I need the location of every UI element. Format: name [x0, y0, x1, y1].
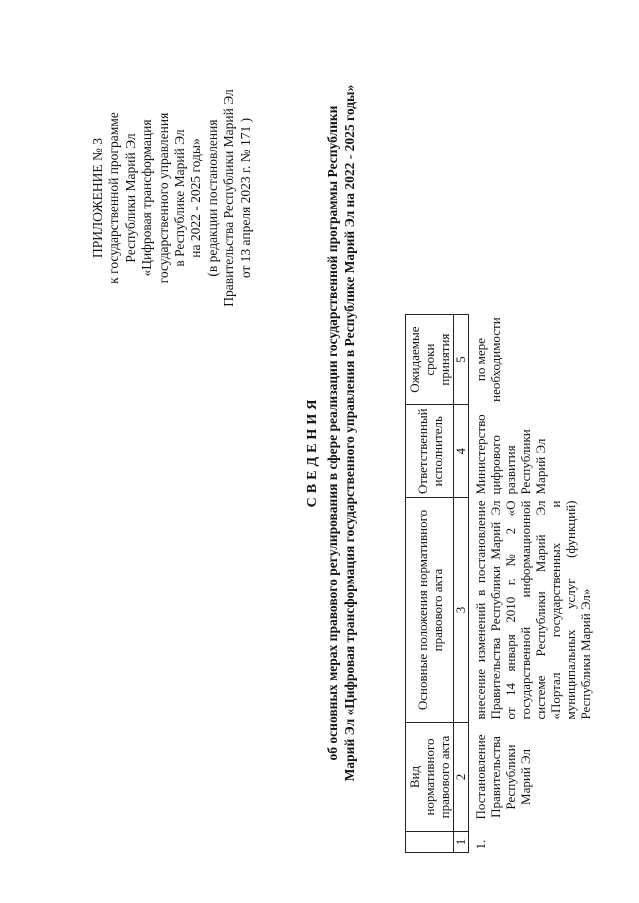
column-number: 4: [454, 405, 469, 498]
appendix-header: [90, 53, 254, 343]
appendix-line: от 13 апреля 2023 г. № 171 ): [237, 117, 253, 279]
header-num: [406, 832, 454, 853]
appendix-line: (в редакции постановления: [204, 119, 220, 277]
column-number-row: [454, 314, 469, 852]
row-num: 1.: [473, 839, 488, 850]
appendix-line: на 2022 - 2025 годы»: [188, 138, 204, 258]
appendix-line: государственного управления: [155, 112, 171, 284]
appendix-line: в Республике Марий Эл: [172, 129, 188, 267]
subtitle-line-2: Марий Эл «Цифровая трансформация государственного управления в Республике Марий Эл на 2022 - 2025 годы»: [341, 84, 357, 782]
appendix-line: ПРИЛОЖЕНИЕ № 3: [90, 137, 105, 259]
row-provisions: внесение изменений в постановление Правительства Республики Марий Эл от 14 января 2010 г. № 2 «О государственной информационной системе Республики Марий Эл «Портал государственных и муниципальных услуг (функций) Республики Марий Эл»: [473, 500, 593, 720]
column-number: 2: [454, 723, 469, 832]
row-act-type: Постановление Правительства Республики Марий Эл: [473, 734, 533, 820]
column-number: 1: [454, 832, 469, 853]
header-act-type: Вид нормативного правового акта: [406, 723, 454, 832]
appendix-line: к государственной программе: [106, 112, 122, 284]
appendix-line: Республики Марий Эл: [122, 133, 138, 263]
appendix-line: Правительства Республики Марий Эл: [221, 89, 237, 307]
document-subtitle: [325, 83, 358, 783]
column-number: 5: [454, 314, 469, 405]
document-title: СВЕДЕНИЯ: [305, 395, 320, 508]
row-executor: Министерство цифрового развития Республики Марий Эл: [473, 414, 548, 495]
row-deadline: по мере необходимости: [473, 317, 503, 402]
table-row: [469, 314, 595, 852]
measures-table: [405, 314, 594, 853]
header-provisions: Основные положения нормативного правового акта: [406, 498, 454, 723]
header-executor: Ответственный исполнитель: [406, 405, 454, 498]
appendix-line: «Цифровая трансформация: [139, 119, 155, 277]
subtitle-line-1: об основных мерах правового регулирования в сфере реализации государственной программы Республики: [325, 105, 340, 761]
table-header-row: [406, 314, 454, 852]
column-number: 3: [454, 498, 469, 723]
header-deadline: Ожидаемые сроки принятия: [406, 314, 454, 405]
